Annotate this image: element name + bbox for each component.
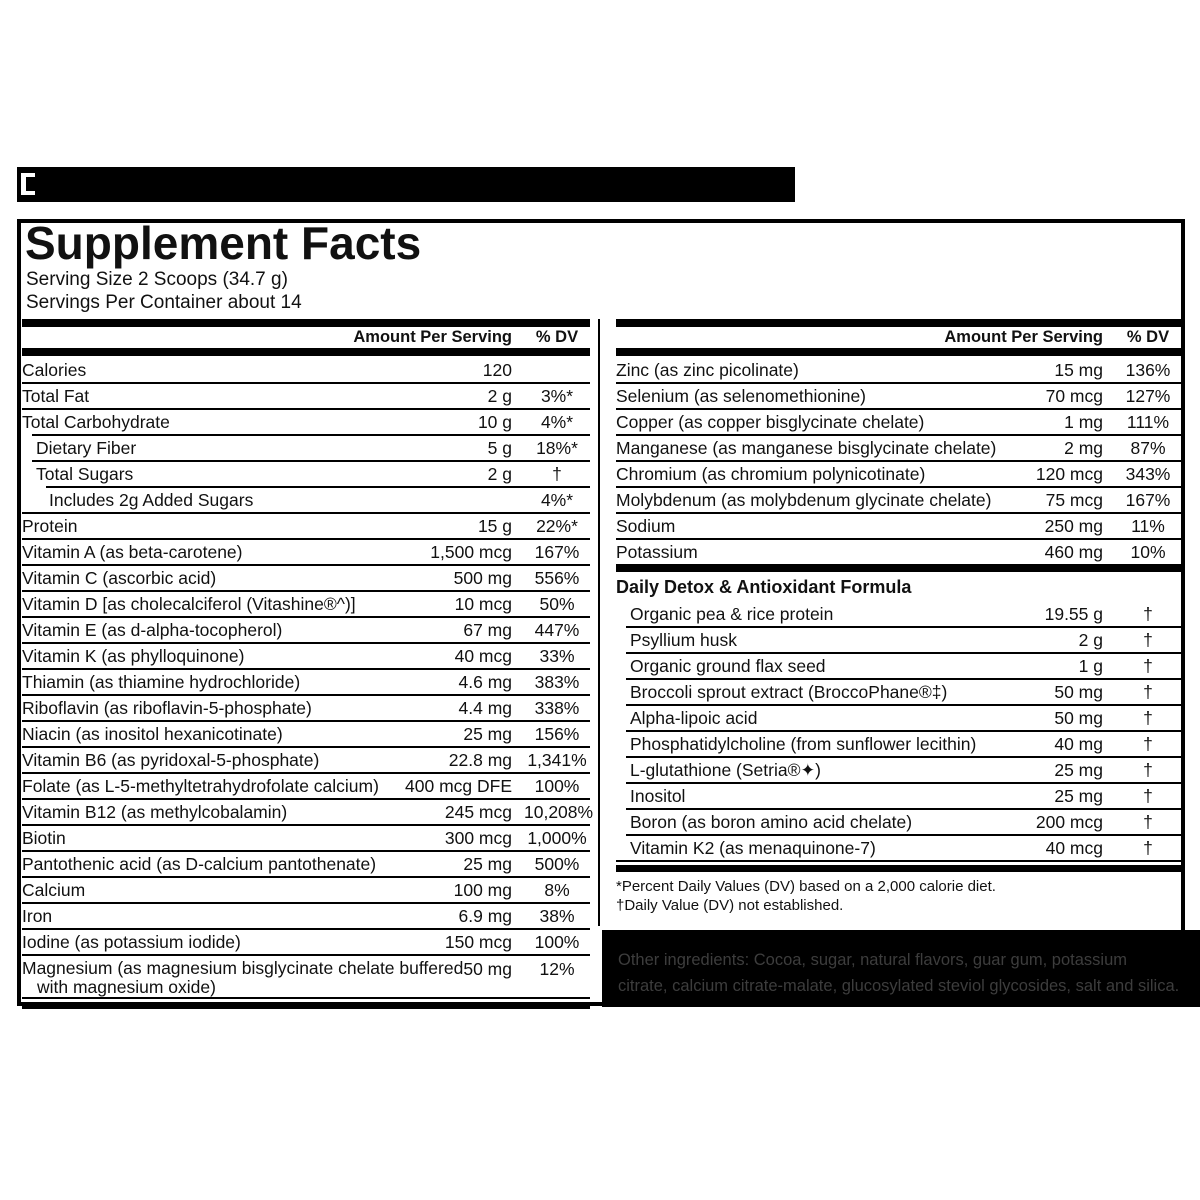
nutrient-dv: 100%	[534, 775, 580, 796]
nutrient-dv: 556%	[534, 567, 580, 588]
nutrient-dv: 1,000%	[527, 827, 587, 848]
nutrient-name: Total Sugars	[36, 463, 134, 484]
table-row	[22, 642, 590, 668]
nutrient-amount: 75 mcg	[1045, 489, 1103, 510]
nutrient-name: Includes 2g Added Sugars	[49, 489, 254, 510]
nutrient-dv: 447%	[534, 619, 580, 640]
nutrient-dv: 18%*	[536, 437, 578, 458]
nutrient-dv: †	[1143, 681, 1153, 702]
table-row	[616, 626, 1181, 652]
column-header-left	[22, 327, 590, 348]
divider-bar	[22, 319, 590, 327]
nutrient-dv: †	[1143, 707, 1153, 728]
nutrient-dv: 500%	[534, 853, 580, 874]
nutrient-dv: 50%	[539, 593, 575, 614]
nutrient-amount: 40 mcg	[454, 645, 512, 666]
nutrient-name: Potassium	[616, 541, 698, 562]
table-row	[616, 356, 1181, 382]
other-ingredients-box	[602, 930, 1200, 1007]
nutrient-dv: 100%	[534, 931, 580, 952]
nutrient-column-left	[22, 319, 594, 1009]
nutrient-amount: 1 g	[1078, 655, 1103, 676]
table-row	[616, 678, 1181, 704]
nutrient-rows-left	[22, 356, 594, 997]
nutrient-name: Alpha-lipoic acid	[630, 707, 758, 728]
nutrient-name: Molybdenum (as molybdenum glycinate chelate)	[616, 489, 992, 510]
divider-line	[22, 997, 590, 999]
nutrient-name: Iron	[22, 905, 53, 926]
table-row	[616, 834, 1181, 860]
nutrient-name: Selenium (as selenomethionine)	[616, 385, 866, 406]
nutrient-amount: 1,500 mcg	[430, 541, 512, 562]
nutrient-dv	[524, 368, 590, 370]
table-row	[22, 356, 590, 382]
table-row	[616, 460, 1181, 486]
nutrient-dv: 111%	[1126, 411, 1170, 432]
nutrient-name: Copper (as copper bisglycinate chelate)	[616, 411, 925, 432]
nutrient-dv: 10,208%	[524, 801, 594, 822]
table-row	[616, 408, 1181, 434]
column-header-right	[616, 327, 1181, 348]
nutrient-name: Iodine (as potassium iodide)	[22, 931, 241, 952]
table-row	[616, 652, 1181, 678]
table-row	[22, 408, 590, 434]
nutrient-amount: 25 mg	[1054, 785, 1103, 806]
percent-dv-header: % DV	[1126, 328, 1170, 346]
table-row	[22, 720, 590, 746]
nutrient-name: Vitamin K (as phylloquinone)	[22, 645, 245, 666]
footnote-dv-not-established: †Daily Value (DV) not established.	[616, 896, 844, 914]
nutrient-amount: 19.55 g	[1044, 603, 1103, 624]
nutrient-dv: †	[1143, 603, 1153, 624]
other-ingredients-text: Other ingredients: Cocoa, sugar, natural flavors, guar gum, potassium citrate, calcium citrate-malate, glucosylated steviol glycosides, salt and silica.	[618, 951, 1180, 995]
nutrient-name: Protein	[22, 515, 78, 536]
table-row	[616, 756, 1181, 782]
nutrient-amount: 200 mcg	[1035, 811, 1103, 832]
nutrient-name: Manganese (as manganese bisglycinate chelate)	[616, 437, 997, 458]
nutrient-amount: 500 mg	[453, 567, 512, 588]
nutrient-amount: 120 mcg	[1035, 463, 1103, 484]
nutrient-amount: 250 mg	[1044, 515, 1103, 536]
nutrient-name: Biotin	[22, 827, 66, 848]
table-row	[22, 486, 590, 512]
nutrient-amount: 2 g	[487, 463, 512, 484]
nutrient-dv: 338%	[534, 697, 580, 718]
nutrient-name: Vitamin D [as cholecalciferol (Vitashine®^)]	[22, 593, 356, 614]
amount-per-serving-header: Amount Per Serving	[353, 328, 512, 346]
nutrient-amount: 10 mcg	[454, 593, 512, 614]
table-row	[616, 808, 1181, 834]
nutrient-name: Vitamin K2 (as menaquinone-7)	[630, 837, 876, 858]
footnote-daily-values: *Percent Daily Values (DV) based on a 2,000 calorie diet.	[616, 878, 996, 895]
nutrient-dv: 127%	[1125, 385, 1171, 406]
nutrient-amount: 400 mcg DFE	[405, 775, 512, 796]
divider-bar	[616, 865, 1181, 872]
nutrient-dv: 87%	[1130, 437, 1166, 458]
nutrient-amount: 2 g	[1078, 629, 1103, 650]
divider-bar	[616, 348, 1181, 356]
serving-size-text: Serving Size 2 Scoops (34.7 g)	[26, 269, 288, 290]
table-row	[22, 538, 590, 564]
nutrient-name: Dietary Fiber	[36, 437, 137, 458]
nutrient-name: Vitamin A (as beta-carotene)	[22, 541, 243, 562]
nutrient-dv: 22%*	[536, 515, 578, 536]
nutrient-amount: 25 mg	[1054, 759, 1103, 780]
nutrient-name: Zinc (as zinc picolinate)	[616, 359, 799, 380]
nutrient-amount: 120	[482, 359, 512, 380]
nutrient-name: Riboflavin (as riboflavin-5-phosphate)	[22, 697, 312, 718]
nutrient-name: Broccoli sprout extract (BroccoPhane®‡)	[630, 681, 948, 702]
nutrient-dv: 8%	[544, 879, 570, 900]
table-row	[22, 876, 590, 902]
table-row	[22, 824, 590, 850]
table-row	[616, 486, 1181, 512]
percent-dv-header: % DV	[535, 328, 579, 346]
nutrient-dv: 136%	[1125, 359, 1171, 380]
table-row	[22, 746, 590, 772]
nutrient-name: Total Fat	[22, 385, 90, 406]
table-row	[22, 590, 590, 616]
nutrient-dv: 11%	[1131, 515, 1165, 536]
divider-bar	[22, 348, 590, 356]
nutrient-name: L-glutathione (Setria®✦)	[630, 759, 821, 780]
nutrient-dv: 167%	[534, 541, 580, 562]
amount-per-serving-header: Amount Per Serving	[944, 328, 1103, 346]
nutrient-amount: 22.8 mg	[448, 749, 512, 770]
nutrient-dv: †	[1143, 837, 1153, 858]
nutrient-name: Magnesium (as magnesium bisglycinate chelate buffered with magnesium oxide)	[22, 958, 464, 997]
table-row	[616, 730, 1181, 756]
panel-title: Supplement Facts	[25, 217, 422, 269]
nutrient-name: Inositol	[630, 785, 686, 806]
table-row	[616, 600, 1181, 626]
table-row	[22, 668, 590, 694]
divider-bar	[22, 1002, 590, 1009]
servings-per-container-text: Servings Per Container about 14	[26, 292, 302, 313]
table-row	[616, 512, 1181, 538]
table-row	[22, 434, 590, 460]
nutrient-dv: 12%	[539, 959, 575, 979]
nutrient-name: Vitamin E (as d-alpha-tocopherol)	[22, 619, 283, 640]
nutrient-amount: 1 mg	[1064, 411, 1103, 432]
redacted-product-name-bar	[17, 167, 795, 202]
nutrient-amount: 40 mg	[1054, 733, 1103, 754]
nutrient-name: Folate (as L-5-methyltetrahydrofolate calcium)	[22, 775, 379, 796]
nutrient-name: Vitamin B6 (as pyridoxal-5-phosphate)	[22, 749, 320, 770]
nutrient-amount: 15 mg	[1054, 359, 1103, 380]
nutrient-name: Chromium (as chromium polynicotinate)	[616, 463, 926, 484]
nutrient-amount: 5 g	[487, 437, 512, 458]
nutrient-dv: 4%*	[540, 489, 574, 510]
nutrient-amount: 6.9 mg	[458, 905, 512, 926]
table-row	[22, 512, 590, 538]
table-row	[616, 704, 1181, 730]
nutrient-amount: 25 mg	[463, 723, 512, 744]
nutrient-name: Psyllium husk	[630, 629, 737, 650]
supplement-facts-panel	[17, 219, 1185, 1006]
nutrient-name: Thiamin (as thiamine hydrochloride)	[22, 671, 301, 692]
nutrient-amount: 50 mg	[463, 959, 512, 979]
nutrient-amount: 150 mcg	[444, 931, 512, 952]
nutrient-amount: 50 mg	[1054, 681, 1103, 702]
nutrient-amount: 15 g	[477, 515, 512, 536]
detox-rows	[616, 600, 1181, 860]
nutrient-amount: 10 g	[477, 411, 512, 432]
nutrient-name: Sodium	[616, 515, 676, 536]
detox-section-title: Daily Detox & Antioxidant Formula	[616, 576, 912, 597]
nutrient-name: Pantothenic acid (as D-calcium pantothenate)	[22, 853, 377, 874]
nutrient-name: Total Carbohydrate	[22, 411, 170, 432]
nutrient-amount: 70 mcg	[1045, 385, 1103, 406]
nutrient-dv: 1,341%	[527, 749, 587, 770]
nutrient-dv: †	[1143, 733, 1153, 754]
nutrient-name: Vitamin B12 (as methylcobalamin)	[22, 801, 288, 822]
table-row	[22, 850, 590, 876]
nutrient-rows-right	[616, 356, 1181, 564]
nutrient-name: Calories	[22, 359, 87, 380]
nutrient-amount: 2 g	[487, 385, 512, 406]
nutrient-name: Phosphatidylcholine (from sunflower lecithin)	[630, 733, 977, 754]
table-row	[22, 772, 590, 798]
nutrient-amount: 245 mcg	[444, 801, 512, 822]
nutrient-amount: 4.4 mg	[458, 697, 512, 718]
nutrient-amount: 2 mg	[1064, 437, 1103, 458]
nutrient-name: Organic pea & rice protein	[630, 603, 834, 624]
table-row	[22, 564, 590, 590]
nutrient-name: Boron (as boron amino acid chelate)	[630, 811, 913, 832]
table-row	[22, 460, 590, 486]
nutrient-name: Calcium	[22, 879, 86, 900]
nutrient-dv: 383%	[534, 671, 580, 692]
table-row	[616, 538, 1181, 564]
divider-bar	[616, 319, 1181, 327]
nutrient-amount: 300 mcg	[444, 827, 512, 848]
table-row	[22, 928, 590, 954]
nutrient-dv: †	[1143, 655, 1153, 676]
table-row	[22, 382, 590, 408]
nutrient-amount: 4.6 mg	[458, 671, 512, 692]
partial-glyph-fragment	[21, 173, 35, 195]
table-row	[22, 616, 590, 642]
nutrient-amount: 40 mcg	[1045, 837, 1103, 858]
nutrient-amount: 25 mg	[463, 853, 512, 874]
table-row	[22, 694, 590, 720]
nutrient-dv: †	[1143, 629, 1153, 650]
nutrient-dv: 156%	[534, 723, 580, 744]
table-row	[22, 902, 590, 928]
nutrient-dv: 33%	[539, 645, 575, 666]
nutrient-dv: 3%*	[540, 385, 574, 406]
table-row	[616, 382, 1181, 408]
nutrient-dv: 343%	[1125, 463, 1171, 484]
nutrient-dv: †	[1143, 785, 1153, 806]
nutrient-dv: †	[1143, 759, 1153, 780]
nutrient-column-right	[616, 319, 1181, 915]
nutrient-amount: 460 mg	[1044, 541, 1103, 562]
nutrient-dv: 10%	[1130, 541, 1166, 562]
nutrient-name: Vitamin C (ascorbic acid)	[22, 567, 217, 588]
table-row	[22, 954, 590, 997]
nutrient-name: Organic ground flax seed	[630, 655, 826, 676]
nutrient-dv: †	[552, 463, 562, 484]
divider-bar	[616, 564, 1181, 572]
footnotes	[616, 878, 1181, 915]
nutrient-name: Niacin (as inositol hexanicotinate)	[22, 723, 283, 744]
column-divider-line	[598, 319, 600, 926]
divider-line	[616, 860, 1181, 862]
nutrient-dv: 38%	[539, 905, 575, 926]
nutrient-dv: †	[1143, 811, 1153, 832]
table-row	[22, 798, 594, 824]
nutrient-dv: 4%*	[540, 411, 574, 432]
table-row	[616, 434, 1181, 460]
nutrient-dv: 167%	[1125, 489, 1171, 510]
nutrient-amount: 50 mg	[1054, 707, 1103, 728]
nutrient-amount: 100 mg	[453, 879, 512, 900]
table-row	[616, 782, 1181, 808]
nutrient-amount: 67 mg	[463, 619, 512, 640]
